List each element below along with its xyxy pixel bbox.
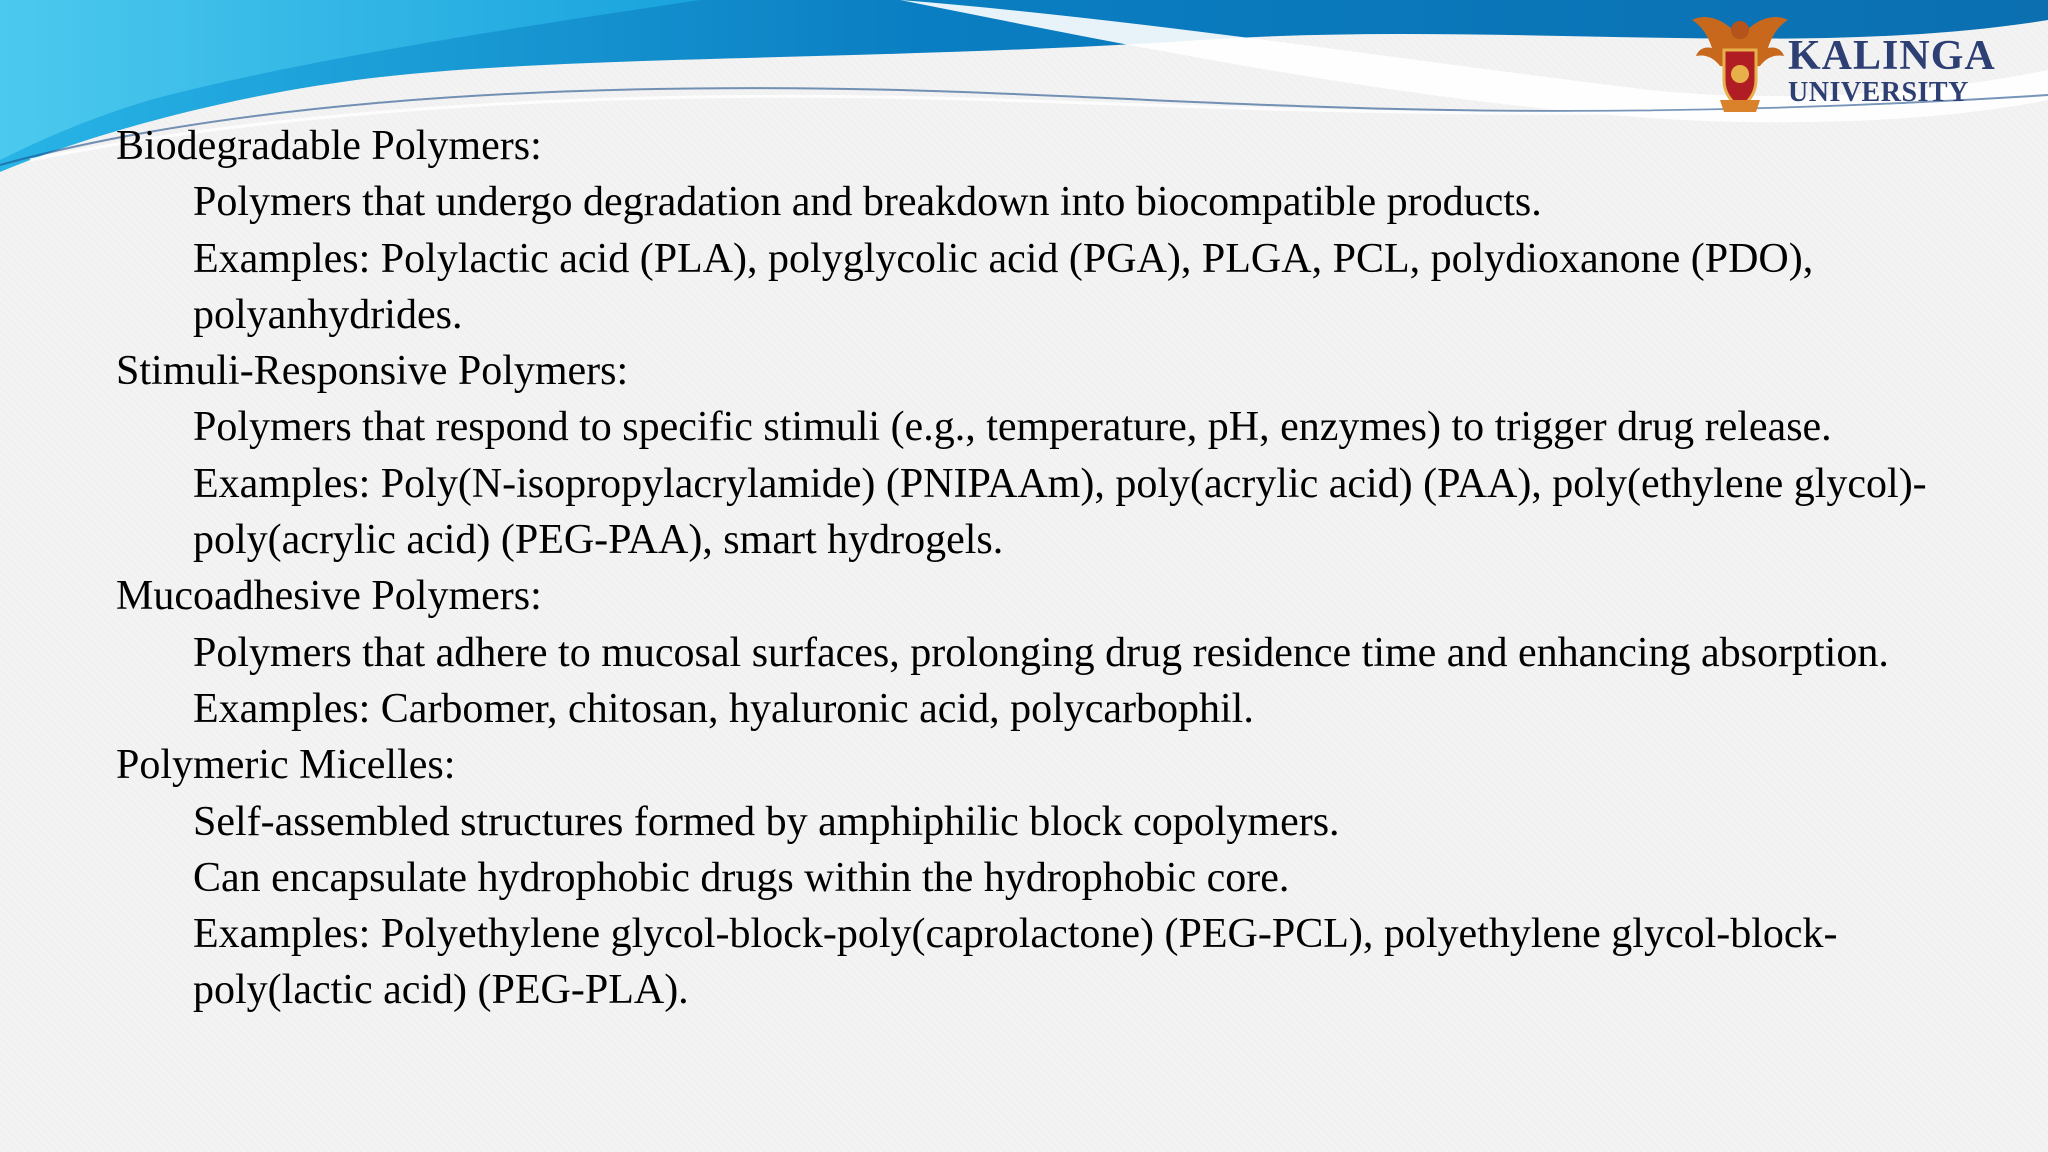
university-logo — [1690, 8, 1996, 114]
section-item: Examples: Polylactic acid (PLA), polyglycolic acid (PGA), PLGA, PCL, polydioxanone (PDO), polyanhydrides. — [193, 235, 1814, 338]
logo-subtitle: UNIVERSITY — [1788, 77, 1969, 108]
logo-name: KALINGA — [1788, 33, 1996, 79]
section-heading: Stimuli-Responsive Polymers: — [116, 348, 629, 395]
section-heading: Mucoadhesive Polymers: — [116, 573, 542, 620]
section-item: Polymers that undergo degradation and breakdown into biocompatible products. — [193, 179, 1542, 226]
section-heading: Biodegradable Polymers: — [116, 123, 542, 169]
section-item: Can encapsulate hydrophobic drugs within the hydrophobic core. — [193, 854, 1290, 901]
section-item: Polymers that adhere to mucosal surfaces, prolonging drug residence time and enhancing absorption. — [193, 629, 1889, 676]
section-item: Examples: Poly(N-isopropylacrylamide) (PNIPAAm), poly(acrylic acid) (PAA), poly(ethylene glycol)-poly(acrylic acid) (PEG-PAA), smart hydrogels. — [193, 460, 1927, 564]
section-item: Examples: Carbomer, chitosan, hyaluronic acid, polycarbophil. — [193, 685, 1254, 732]
slide-content — [116, 118, 1946, 1019]
section-item: Polymers that respond to specific stimuli (e.g., temperature, pH, enzymes) to trigger drug release. — [193, 404, 1832, 451]
section-item: Self-assembled structures formed by amphiphilic block copolymers. — [193, 798, 1340, 845]
section-heading: Polymeric Micelles: — [116, 742, 456, 789]
eagle-emblem-icon — [1690, 8, 1790, 114]
section-item: Examples: Polyethylene glycol-block-poly(caprolactone) (PEG-PCL), polyethylene glycol-block-poly(lactic acid) (PEG-PLA). — [193, 911, 1838, 1014]
